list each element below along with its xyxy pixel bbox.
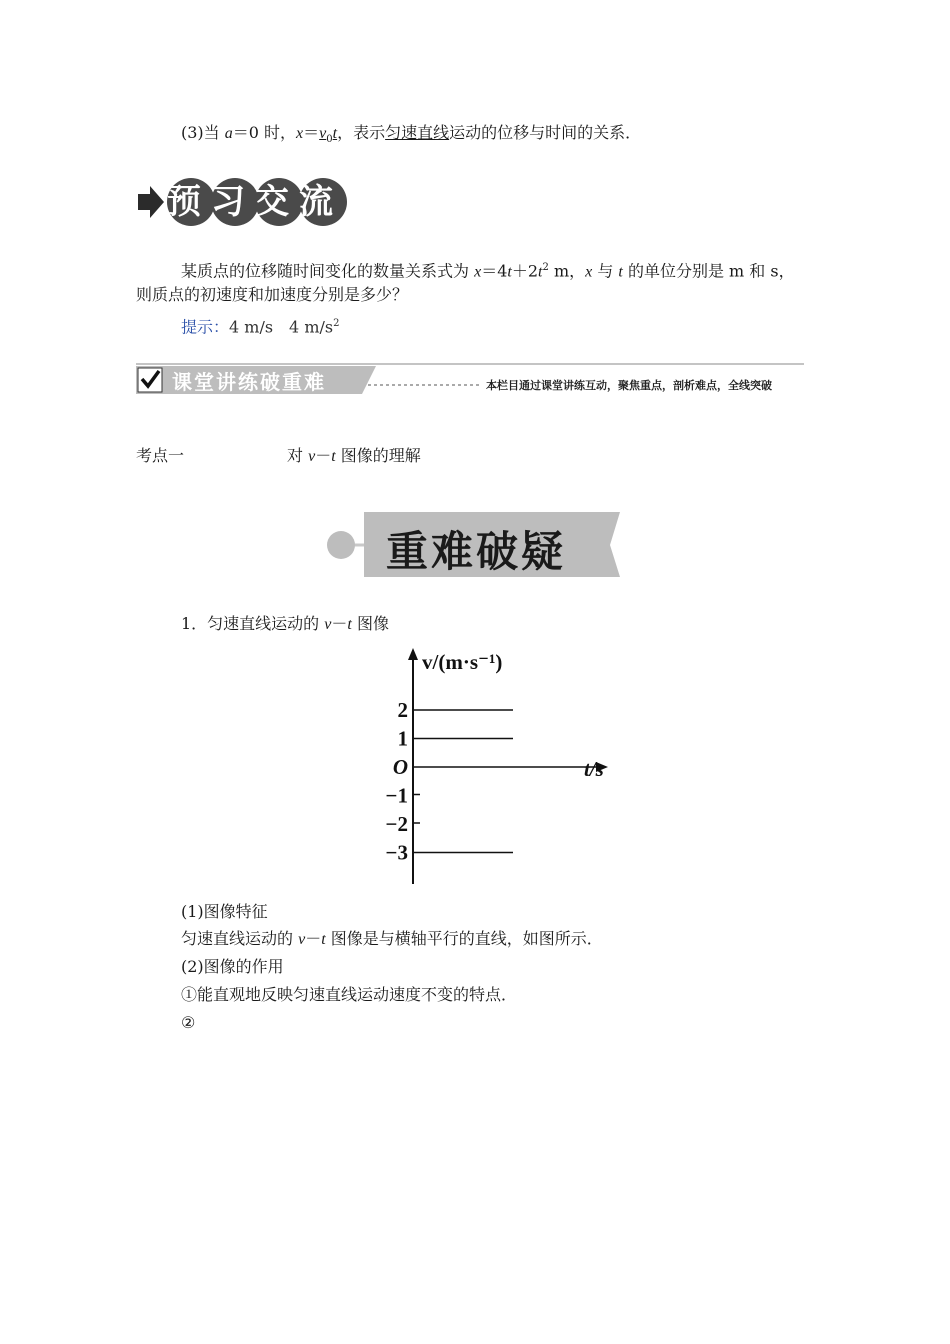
var-t: t [618,263,623,281]
y-tick-labels [386,698,408,865]
feature-heading: (1)图像特征 [181,902,268,921]
tick-marks [413,795,420,824]
banner-title: 重难破疑 [386,527,567,576]
var-x: x [585,263,593,281]
hint-label: 提示： [181,317,230,337]
usage-item-1: ①能直观地反映匀速直线运动速度不变的特点． [181,985,518,1004]
var-v0: v [319,125,327,142]
superscript: 2 [333,318,340,329]
var-t: t [321,931,326,948]
y-tick-label: −2 [385,812,408,836]
text: 对 [287,446,309,465]
text: 与 [592,261,619,281]
y-axis-arrow [408,648,418,660]
text: － [305,929,322,948]
superscript: 2 [542,262,549,273]
question-line-1 [181,257,795,283]
text: 图像的理解 [335,446,421,465]
vt-graph [368,646,618,886]
x-axis-label: t/s [584,757,604,781]
text: 某质点的位移随时间变化的数量关系式为 [181,261,475,281]
text: m， [548,261,586,281]
usage-heading: (2)图像的作用 [181,957,284,976]
text: ＝0 时， [232,123,297,142]
var-v: v [324,616,332,633]
y-tick-label: O [392,755,408,779]
series-lines [414,710,513,853]
text: ＝ [303,123,320,142]
var-a: a [224,125,233,142]
var-x: x [296,125,304,142]
kaodian-label: 考点一 [136,446,185,465]
text: 1．匀速直线运动的 [181,614,325,633]
item-1-heading [181,613,389,636]
question-line-2: 则质点的初速度和加速度分别是多少？ [136,285,409,304]
var-t: t [347,616,352,633]
kaodian-title [287,445,421,468]
paragraph-3 [181,122,641,151]
var-t: t [507,263,512,281]
section-title: 课堂讲练破重难 [172,370,326,394]
text: 的单位分别是 m 和 s， [622,261,795,281]
text: － [331,614,348,633]
hint-line [181,313,339,338]
y-tick-label: 1 [397,726,408,751]
text: ＋2 [511,261,539,281]
arrow-icon [138,186,164,218]
section-note: 本栏目通过课堂讲练互动，聚焦重点，剖析难点，全线突破 [486,379,772,392]
var-t: t [538,263,543,281]
text: ＝4 [481,261,508,281]
banner-title: 预习交流 [167,182,343,222]
text: ，表示 [337,123,386,142]
text: 运动的位移与时间的关系． [449,123,642,142]
key-difficulty-banner [324,511,624,579]
text: (3)当 [181,123,225,142]
classroom-section-banner [136,362,806,398]
y-tick-label: −3 [385,840,408,865]
bullet-icon [327,531,355,559]
y-tick-label: −1 [385,783,408,808]
var-t: t [332,125,338,142]
text: 匀速直线运动的 [181,929,299,948]
text: 图像 [351,614,389,633]
subscript: 0 [326,134,333,146]
var-v: v [298,931,306,948]
underlined-blank: 匀速直线 [385,123,450,142]
feature-line [181,928,603,951]
var-x: x [474,263,482,281]
text: 图像是与横轴平行的直线，如图所示． [325,929,603,948]
hint-value: 4 m/s 4 m/s [229,317,334,337]
var-t: t [331,448,336,465]
var-v: v [308,448,316,465]
text: － [315,446,332,465]
usage-item-2: ② [181,1013,196,1032]
preview-exchange-banner [136,176,366,228]
y-axis-label: v/(m·s⁻¹) [422,650,503,674]
y-tick-label: 2 [397,698,408,722]
